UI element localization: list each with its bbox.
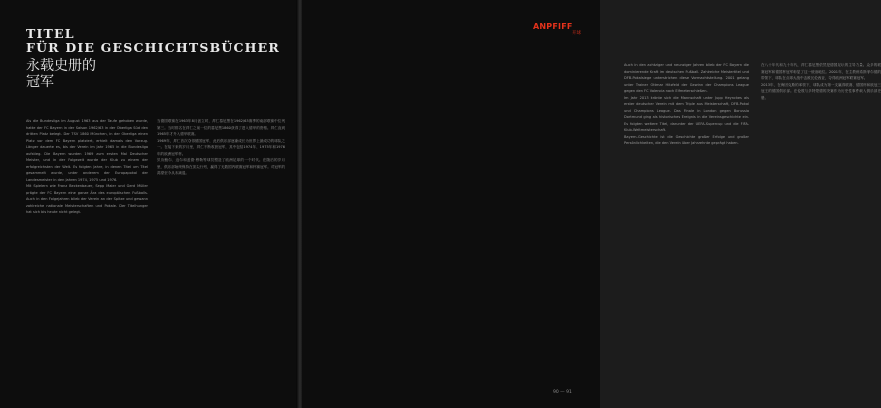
right-column-german [624,62,749,387]
body-paragraph: Als die Bundesliga im August 1963 aus der Taufe gehoben wurde, hatte der FC Bayern in der Saison 1962/63 in der Oberliga Süd den dritten Platz belegt. Der TSV 1860 München, in der Oberliga einen Platz vor dem FC Bayern platziert, erhielt damals den Vorzug. Länger dauerte es, bis der Verein im Jahr 1965 in die Bundesliga aufstieg. Die Bayern wurden 1969 zum ersten Mal Deutscher Meister, und in der Folgezeit wurde der Klub zu einem der erfolgreichsten der Welt. Es folgten Jahre, in denen Titel um Titel gesammelt wurde, unter anderem der Europapokal der Landesmeister in den Jahren 1974, 1975 und 1976. [26,119,148,182]
title-line-1: TITEL [26,26,75,41]
section-logo [533,22,587,38]
title-line-2: FÜR DIE GESCHICHTSBÜCHER [26,40,280,55]
logo-subtitle: 开球 [572,31,581,36]
right-page [302,0,881,408]
body-paragraph: Auch in den achtziger und neunziger Jahren blieb der FC Bayern die dominierende Kraft im deutschen Fußball. Zahlreiche Meistertitel und DFB-Pokalsiege unterstrichen diese Vormachtstellung. 2001 gelang unter Trainer Ottmar Hitzfeld der Gewinn der Champions League gegen den FC Valencia nach Elfmeterschießen. [624,63,749,93]
body-paragraph: 1969年，拜仁首次夺得德国冠军，此后俱乐部逐渐成长为世界上最成功的球队之一。在接下来的岁月里，拜仁不断收获冠军，其中包括1974年、1975年和1976年的欧洲冠军杯。 [157,138,285,156]
body-paragraph: 2013年，在海因克斯的率领下，球队成为第一支赢得联赛、德国杯和欧冠三冠王的德国俱乐部。在伦敦与多特蒙德的决赛作为历史性事件载入俱乐部史册。 [761,82,881,100]
body-paragraph: 贝肯鲍尔、迈尔和盖德·穆勒等球员塑造了欧洲足球的一个时代。在随后的岁月里，俱乐部始终保持在顶尖行列，赢得了无数国内联赛冠军和杯赛冠军。对冠军的渴望至今从未减退。 [157,158,285,175]
page-numbers: 90 — 91 [553,390,572,395]
left-column-chinese [157,118,285,388]
left-page [0,0,298,408]
body-paragraph: Mit Spielern wie Franz Beckenbauer, Sepp Maier und Gerd Müller prägte der FC Bayern eine ganze Ära des europäischen Fußballs. Auch in den Folgejahren blieb der Verein an der Spitze und gewann zahlreiche nationale Meisterschaften und Pokale. Der Titelhunger hat sich bis heute nicht gelegt. [26,184,148,214]
article-header [26,27,286,90]
logo-brand: ANPFIFF [533,22,573,31]
right-column-chinese [761,62,881,272]
subtitle-line-1: 永载史册的 [26,58,96,74]
body-paragraph: Bayern-Geschichte ist die Geschichte großer Erfolge und großer Persönlichkeiten, die den Verein über Jahrzehnte geprägt haben. [624,134,749,145]
body-paragraph: 当德国联赛在1963年8月创立时，拜仁慕尼黑在1962/63赛季的南部联赛中位列第三。当时排名在拜仁之前一位的慕尼黑1860获得了进入德甲的资格。拜仁直到1965年才升入德甲联赛。 [157,119,285,136]
body-paragraph: 在八十年代和九十年代，拜仁慕尼黑依然是德国足坛的主导力量。众多的联赛冠军和德国杯冠军彰显了这一统治地位。2001年，在主教练希斯菲尔德的带领下，球队在点球大战中击败瓦伦西亚，夺得欧洲冠军联赛冠军。 [761,63,881,80]
left-column-german [26,118,148,358]
article-subtitle [26,58,286,90]
body-paragraph: Im Jahr 2013 krönte sich die Mannschaft unter Jupp Heynckes als erster deutscher Verein mit dem Triple aus Meisterschaft, DFB-Pokal und Champions League. Das Finale in London gegen Borussia Dortmund ging als historisches Ereignis in die Vereinsgeschichte ein. Es folgten weitere Titel, darunter der UEFA-Supercup und die FIFA-Klub-Weltmeisterschaft. [624,95,749,132]
article-title [26,27,286,55]
subtitle-line-2: 冠军 [26,74,54,90]
